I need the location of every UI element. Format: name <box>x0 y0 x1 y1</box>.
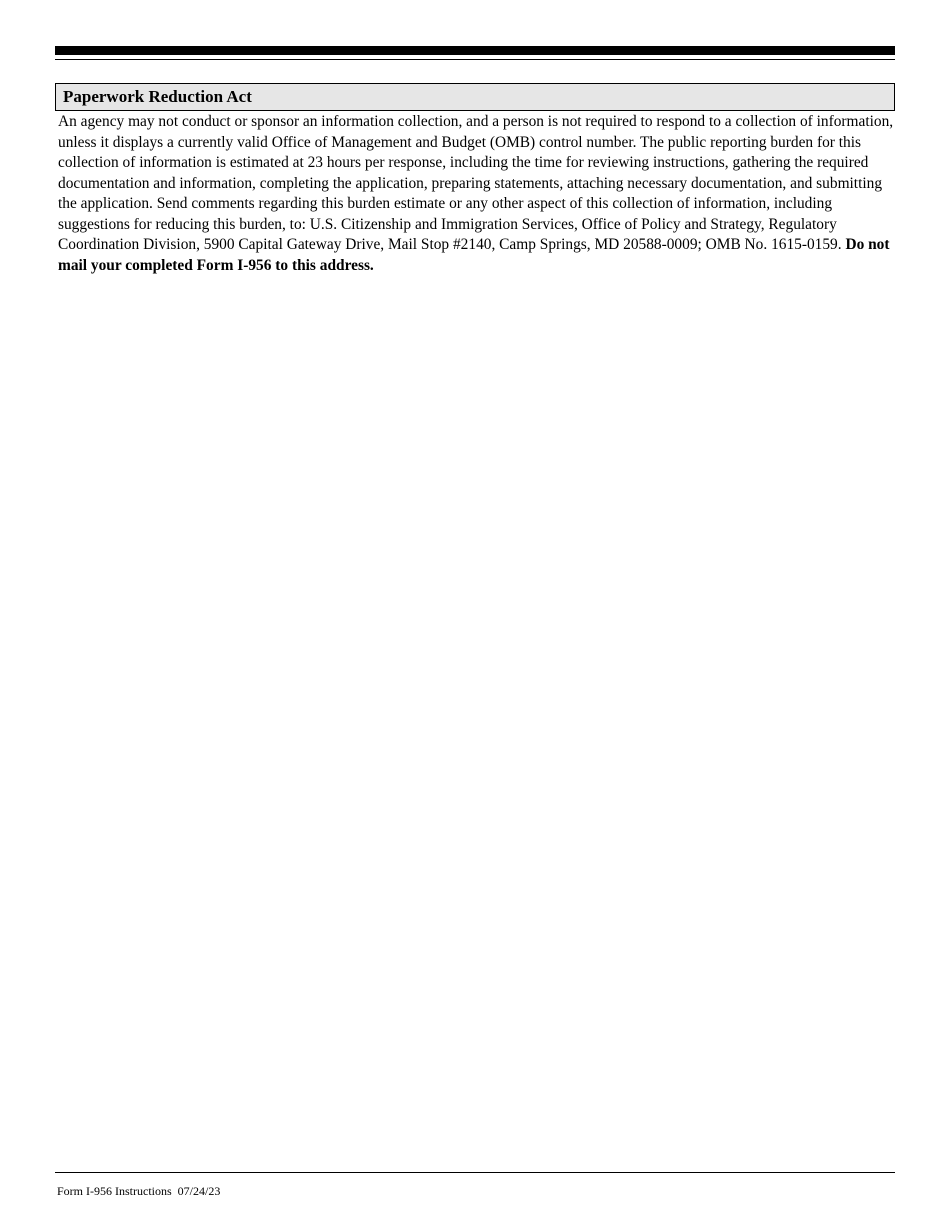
section-body <box>58 112 894 276</box>
top-rule-thin <box>55 59 895 60</box>
body-bold-notice: Do not mail your completed Form I-956 to this address. <box>58 236 890 274</box>
footer-rule <box>55 1172 895 1173</box>
body-text: An agency may not conduct or sponsor an information collection, and a person is not required to respond to a collection of information, unless it displays a currently valid Office of Management and Budget (OMB) control number. The public reporting burden for this collection of information is estimated at 23 hours per response, including the time for reviewing instructions, gathering the required documentation and information, completing the application, preparing statements, attaching necessary documentation, and submitting the application. Send comments regarding this burden estimate or any other aspect of this collection of information, including suggestions for reducing this burden, to: U.S. Citizenship and Immigration Services, Office of Policy and Strategy, Regulatory Coordination Division, 5900 Capital Gateway Drive, Mail Stop #2140, Camp Springs, MD 20588-0009; OMB No. 1615-0159. <box>58 113 894 253</box>
section-title: Paperwork Reduction Act <box>63 87 252 106</box>
footer-form-id: Form I-956 Instructions 07/24/23 <box>57 1184 221 1198</box>
top-rule-thick <box>55 46 895 55</box>
section-header <box>55 83 895 111</box>
